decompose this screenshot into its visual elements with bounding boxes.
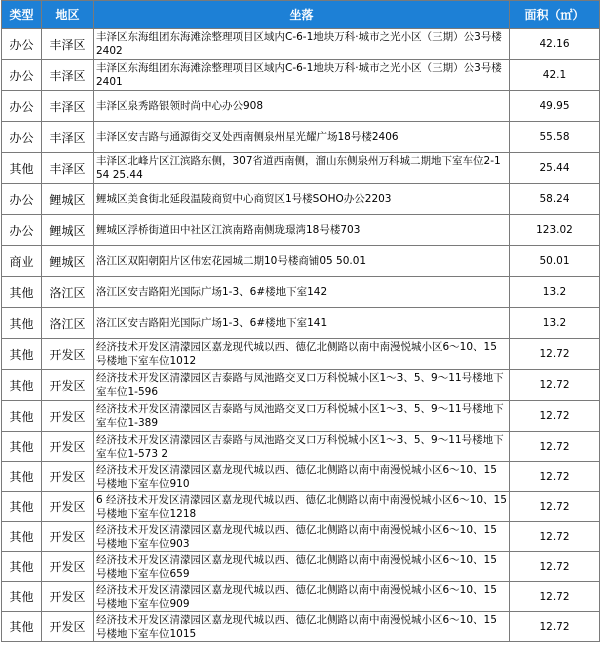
cell-location: 6 经济技术开发区清濛园区嘉龙现代城以西、德亿北侧路以南中南漫悦城小区6～10、15号楼地下室车位1218 [94,492,510,522]
table-row [2,60,600,91]
table-row [2,339,600,370]
cell-district: 开发区 [42,582,94,612]
watermark [440,625,550,647]
header-type: 类型 [2,1,42,29]
table-row [2,582,600,612]
cell-area: 12.72 [510,552,600,582]
cell-district: 开发区 [42,492,94,522]
cell-type: 其他 [2,552,42,582]
cell-district: 开发区 [42,432,94,462]
cell-district: 丰泽区 [42,122,94,153]
cell-district: 开发区 [42,612,94,642]
cell-location: 经济技术开发区清濛园区吉泰路与凤池路交叉口万科悦城小区1～3、5、9～11号楼地下室车位1-389 [94,401,510,432]
cell-area: 12.72 [510,462,600,492]
table-row [2,462,600,492]
cell-type: 办公 [2,122,42,153]
cell-type: 办公 [2,60,42,91]
cell-district: 丰泽区 [42,91,94,122]
cell-area: 12.72 [510,432,600,462]
table-row [2,432,600,462]
cell-type: 其他 [2,370,42,401]
cell-type: 办公 [2,184,42,215]
cell-location: 洛江区双阳朝阳片区伟宏花园城二期10号楼商铺05 50.01 [94,246,510,277]
cell-area: 12.72 [510,522,600,552]
cell-district: 丰泽区 [42,60,94,91]
cell-area: 12.72 [510,339,600,370]
cell-location: 丰泽区安吉路与通源街交叉处西南侧泉州星光耀广场18号楼2406 [94,122,510,153]
cell-location: 经济技术开发区清濛园区嘉龙现代城以西、德亿北侧路以南中南漫悦城小区6～10、15号楼地下室车位1015 [94,612,510,642]
cell-area: 55.58 [510,122,600,153]
cell-type: 其他 [2,522,42,552]
cell-district: 洛江区 [42,308,94,339]
cell-area: 12.72 [510,401,600,432]
cell-type: 其他 [2,612,42,642]
table-row [2,29,600,60]
cell-location: 洛江区安吉路阳光国际广场1-3、6#楼地下室141 [94,308,510,339]
cell-area: 13.2 [510,308,600,339]
cell-location: 经济技术开发区清濛园区嘉龙现代城以西、德亿北侧路以南中南漫悦城小区6～10、15号楼地下室车位909 [94,582,510,612]
property-table [1,0,600,642]
table-row [2,91,600,122]
cell-area: 49.95 [510,91,600,122]
cell-area: 42.1 [510,60,600,91]
cell-location: 鲤城区浮桥街道田中社区江滨南路南侧珑璟湾18号楼703 [94,215,510,246]
cell-district: 鲤城区 [42,215,94,246]
cell-location: 洛江区安吉路阳光国际广场1-3、6#楼地下室142 [94,277,510,308]
cell-type: 其他 [2,462,42,492]
cell-district: 丰泽区 [42,29,94,60]
cell-district: 开发区 [42,552,94,582]
cell-area: 12.72 [510,492,600,522]
cell-district: 丰泽区 [42,153,94,184]
cell-district: 鲤城区 [42,184,94,215]
header-location: 坐落 [94,1,510,29]
table-body [2,29,600,642]
cell-location: 丰泽区北峰片区江滨路东侧，307省道西南侧，溜山东侧泉州万科城二期地下室车位2-154 25.44 [94,153,510,184]
cell-location: 丰泽区东海组团东海滩涂整理项目区域内C-6-1地块万科·城市之光小区（三期）公3号楼2401 [94,60,510,91]
table-row [2,277,600,308]
header-area: 面积（㎡） [510,1,600,29]
table-row [2,308,600,339]
cell-district: 鲤城区 [42,246,94,277]
cell-district: 开发区 [42,339,94,370]
cell-location: 经济技术开发区清濛园区嘉龙现代城以西、德亿北侧路以南中南漫悦城小区6～10、15号楼地下室车位903 [94,522,510,552]
cell-district: 开发区 [42,522,94,552]
cell-type: 其他 [2,339,42,370]
cell-type: 办公 [2,91,42,122]
cell-area: 12.72 [510,370,600,401]
cell-type: 办公 [2,215,42,246]
cell-location: 经济技术开发区清濛园区嘉龙现代城以西、德亿北侧路以南中南漫悦城小区6～10、15号楼地下室车位1012 [94,339,510,370]
table-row [2,122,600,153]
table-row [2,492,600,522]
table-row [2,552,600,582]
cell-area: 123.02 [510,215,600,246]
cell-type: 办公 [2,29,42,60]
table-header [2,1,600,29]
cell-area: 58.24 [510,184,600,215]
cell-area: 12.72 [510,582,600,612]
cell-type: 其他 [2,277,42,308]
table-row [2,184,600,215]
cell-location: 丰泽区东海组团东海滩涂整理项目区域内C-6-1地块万科·城市之光小区（三期）公3号楼2402 [94,29,510,60]
table-row [2,246,600,277]
cell-location: 经济技术开发区清濛园区嘉龙现代城以西、德亿北侧路以南中南漫悦城小区6～10、15号楼地下室车位910 [94,462,510,492]
cell-location: 鲤城区美食街北延段温陵商贸中心商贸区1号楼SOHO办公2203 [94,184,510,215]
cell-type: 商业 [2,246,42,277]
cell-location: 经济技术开发区清濛园区吉泰路与凤池路交叉口万科悦城小区1～3、5、9～11号楼地下室车位1-573 2 [94,432,510,462]
table-row [2,215,600,246]
cell-district: 开发区 [42,370,94,401]
table-row [2,522,600,552]
table-row [2,370,600,401]
cell-district: 开发区 [42,401,94,432]
table-row [2,153,600,184]
cell-type: 其他 [2,582,42,612]
cell-location: 经济技术开发区清濛园区嘉龙现代城以西、德亿北侧路以南中南漫悦城小区6～10、15号楼地下室车位659 [94,552,510,582]
cell-location: 经济技术开发区清濛园区吉泰路与凤池路交叉口万科悦城小区1～3、5、9～11号楼地下室车位1-596 [94,370,510,401]
cell-area: 13.2 [510,277,600,308]
table-row [2,401,600,432]
cell-district: 开发区 [42,462,94,492]
cell-area: 12.72 [510,612,600,642]
header-district: 地区 [42,1,94,29]
cell-type: 其他 [2,308,42,339]
cell-district: 洛江区 [42,277,94,308]
cell-type: 其他 [2,492,42,522]
cell-area: 42.16 [510,29,600,60]
cell-area: 50.01 [510,246,600,277]
cell-location: 丰泽区泉秀路银领时尚中心办公908 [94,91,510,122]
cell-type: 其他 [2,432,42,462]
cell-type: 其他 [2,401,42,432]
cell-area: 25.44 [510,153,600,184]
cell-type: 其他 [2,153,42,184]
